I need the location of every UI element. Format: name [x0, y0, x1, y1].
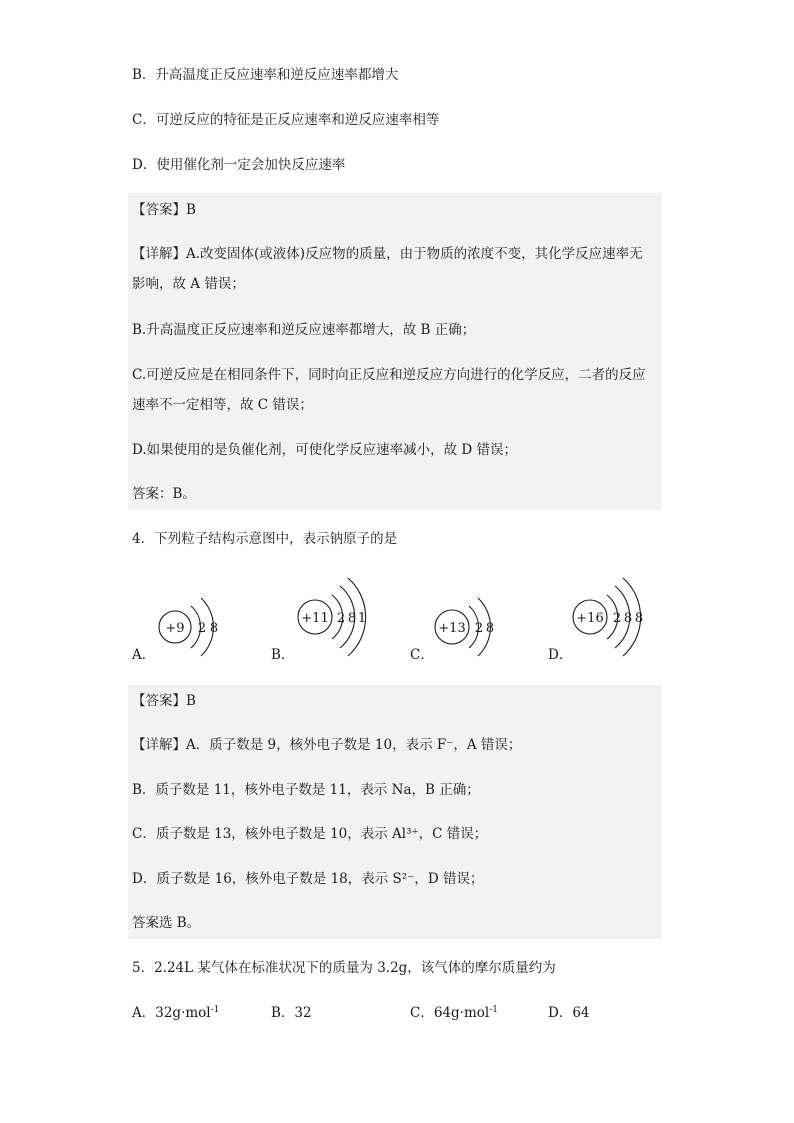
- shell-electron-count: 8: [209, 621, 219, 636]
- shell-electron-count: 2: [474, 621, 484, 636]
- q3-detail-line: 速率不一定相等，故 C 错误；: [132, 397, 313, 413]
- nucleus-charge: +13: [438, 621, 466, 636]
- shell-electron-count: 8: [485, 621, 495, 636]
- q4-option-d-label: D．: [548, 647, 573, 663]
- q4-stem: 4．下列粒子结构示意图中，表示钠原子的是: [132, 531, 398, 547]
- nucleus-charge: +11: [301, 611, 329, 626]
- q3-detail-line: D.如果使用的是负催化剂，可使化学反应速率减小，故 D 错误；: [132, 442, 518, 458]
- q3-detail-line: 影响，故 A 错误；: [132, 276, 245, 292]
- q4-detail-line: 答案选 B。: [132, 915, 201, 931]
- q5-option-a: A．32g·mol$^{-1}$: [132, 1005, 220, 1021]
- shell-electron-count: 8: [347, 611, 357, 626]
- q4-detail-line: B．质子数是 11，核外电子数是 11，表示 Na，B 正确；: [132, 782, 480, 798]
- nucleus-charge: +16: [576, 611, 604, 626]
- q3-option-b: B．升高温度正反应速率和逆反应速率都增大: [132, 67, 399, 83]
- q4-answer: 【答案】B: [132, 693, 196, 709]
- shell-electron-count: 8: [623, 611, 633, 626]
- shell-electron-count: 1: [357, 611, 367, 626]
- q3-detail-line: 答案：B。: [132, 486, 196, 502]
- atom-diagram-a: [155, 570, 265, 665]
- q4-option-b-label: B．: [271, 647, 295, 663]
- q5-option-d: D．64: [548, 1005, 590, 1021]
- q5-option-c: C．64g·mol$^{-1}$: [410, 1005, 498, 1021]
- shell-electron-count: 2: [612, 611, 622, 626]
- shell-electron-count: 8: [634, 611, 644, 626]
- q3-detail-line: B.升高温度正反应速率和逆反应速率都增大，故 B 正确；: [132, 322, 476, 338]
- q4-detail-line: D．质子数是 16，核外电子数是 18，表示 S²⁻，D 错误；: [132, 871, 484, 887]
- q5-option-b: B．32: [271, 1005, 312, 1021]
- q3-option-d: D．使用催化剂一定会加快反应速率: [132, 157, 346, 173]
- q4-option-c-label: C．: [410, 647, 434, 663]
- q4-option-a-label: A．: [132, 647, 156, 663]
- atom-diagram-d: [570, 570, 680, 665]
- nucleus-charge: +9: [165, 621, 185, 636]
- q4-detail-line: C．质子数是 13，核外电子数是 10，表示 Al³⁺，C 错误；: [132, 826, 488, 842]
- q5-options: [132, 1003, 692, 1023]
- shell-electron-count: 2: [336, 611, 346, 626]
- q5-stem: 5．2.24L 某气体在标准状况下的质量为 3.2g，该气体的摩尔质量约为: [132, 960, 556, 976]
- q3-option-c: C．可逆反应的特征是正反应速率和逆反应速率相等: [132, 112, 440, 128]
- q4-answer-block: [128, 685, 662, 939]
- q3-answer-block: [128, 193, 662, 510]
- q3-answer: 【答案】B: [132, 202, 196, 218]
- shell-electron-count: 2: [197, 621, 207, 636]
- q3-detail-line: C.可逆反应是在相同条件下，同时向正反应和逆反应方向进行的化学反应，二者的反应: [132, 367, 646, 383]
- atom-diagram-b: [295, 570, 405, 665]
- atom-diagram-c: [432, 570, 542, 665]
- q4-detail-line: 【详解】A．质子数是 9，核外电子数是 10，表示 F⁻，A 错误；: [132, 737, 522, 753]
- q3-detail-line: 【详解】A.改变固体(或液体)反应物的质量，由于物质的浓度不变，其化学反应速率无: [132, 246, 643, 262]
